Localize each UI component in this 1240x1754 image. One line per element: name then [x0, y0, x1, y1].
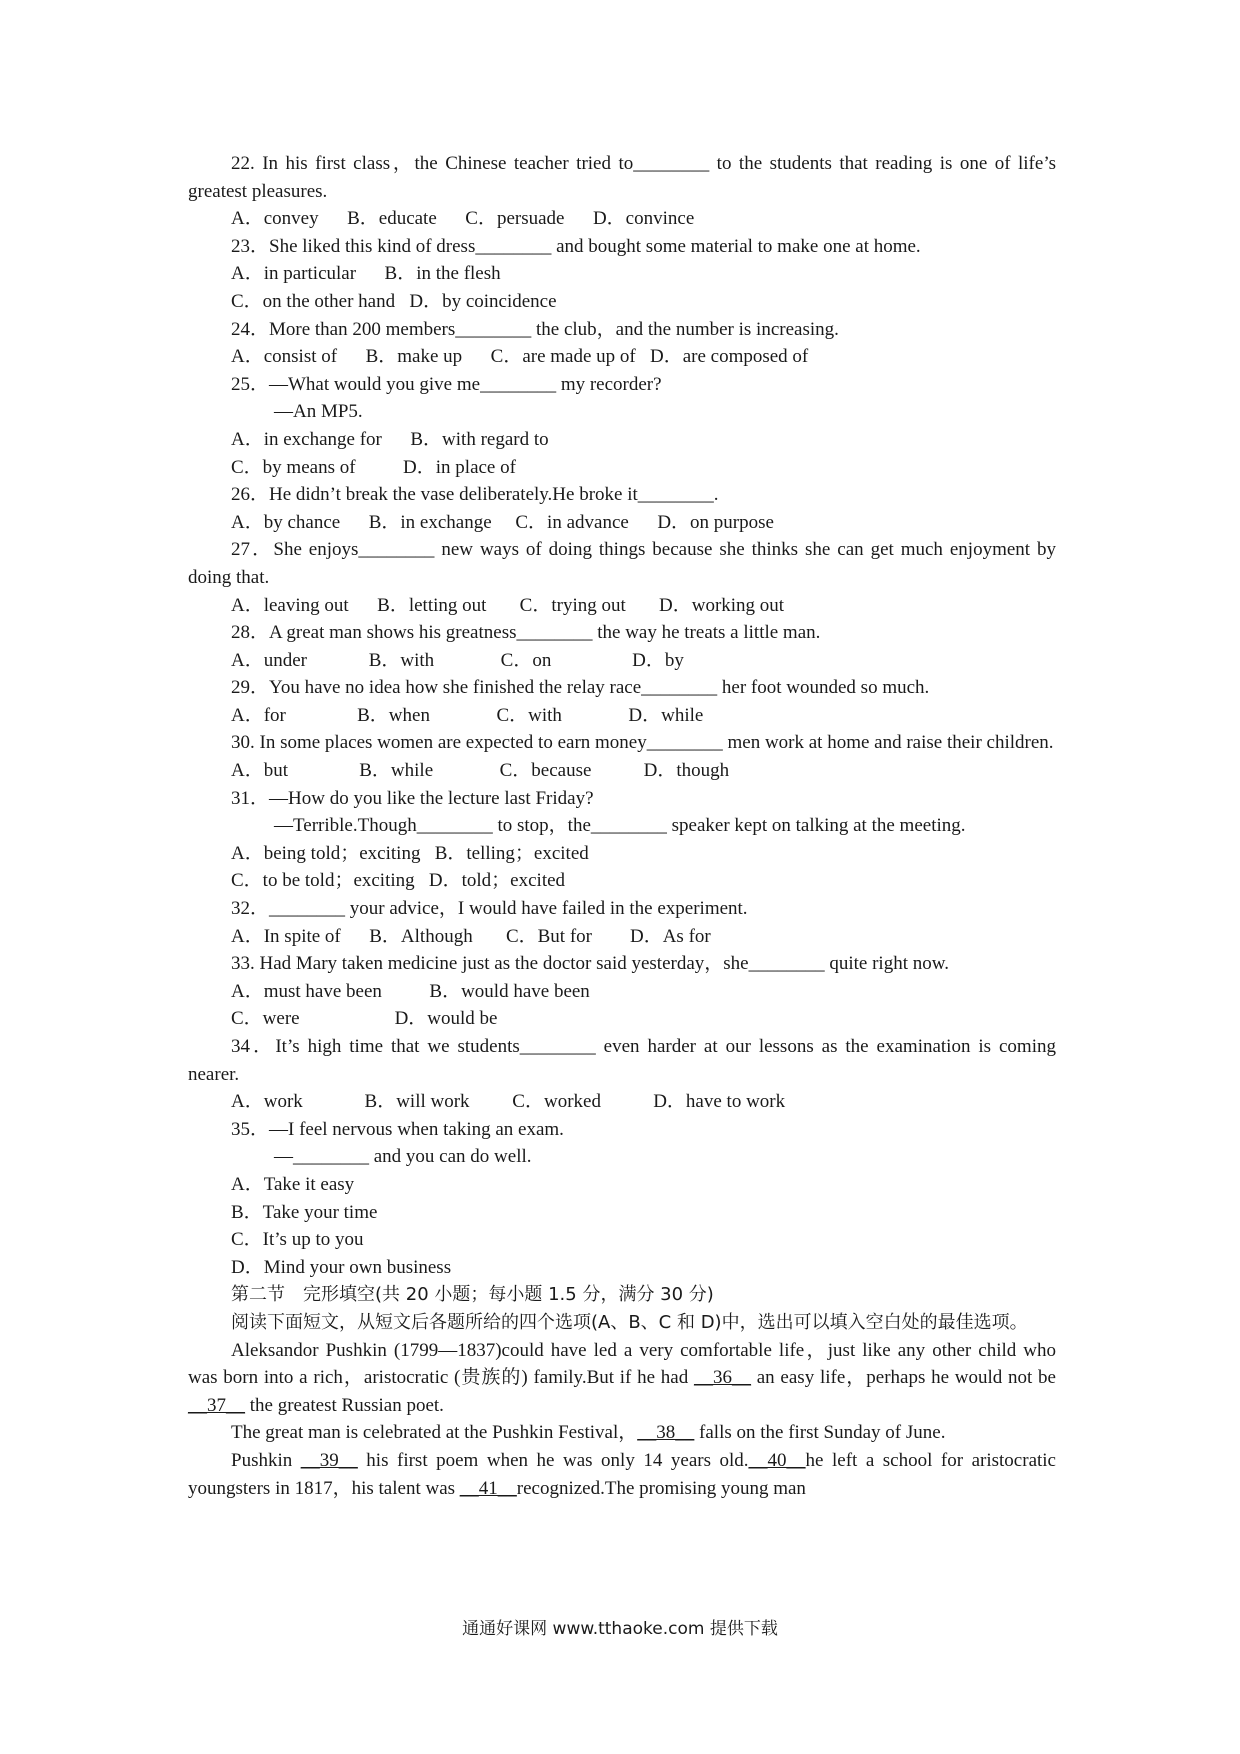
passage-text: an easy life，perhaps he would not be	[751, 1367, 1056, 1389]
question-28-stem: 28．A great man shows his greatness________ the way he treats a little man.	[231, 622, 821, 644]
question-31-reply: —Terrible.Though________ to stop，the________ speaker kept on talking at the meeting.	[274, 815, 966, 837]
question-27-options: A．leaving out B．letting out C．trying out D．working out	[231, 594, 785, 616]
passage-paragraph-2	[188, 1419, 1056, 1447]
blank-41: __41__	[459, 1477, 517, 1499]
question-35-option-d: D．Mind your own business	[231, 1256, 452, 1278]
question-22-options: A．convey B．educate C．persuade D．convince	[231, 208, 695, 230]
question-30-stem: 30. In some places women are expected to earn money________ men work at home and raise their children.	[231, 732, 1054, 754]
document-page	[188, 150, 1056, 1502]
passage-text: Aleksandor Pushkin (1799—1837)could have led a very comfortable life，just like any other child who was born into a rich，aristocratic (贵族的) family.But if he had	[188, 1339, 1056, 1389]
question-23-options-row1: A．in particular B．in the flesh	[231, 263, 501, 285]
blank-38: __38__	[637, 1422, 695, 1444]
question-32-stem: 32．________ your advice，I would have failed in the experiment.	[231, 898, 748, 920]
passage-text: the greatest Russian poet.	[245, 1394, 444, 1416]
section-2-heading: 第二节 完形填空(共 20 小题；每小题 1.5 分，满分 30 分)	[231, 1284, 714, 1306]
question-35-reply: —________ and you can do well.	[274, 1146, 532, 1168]
question-35-option-b: B．Take your time	[231, 1201, 378, 1223]
question-31-stem: 31．—How do you like the lecture last Friday?	[231, 787, 594, 809]
passage-text: Pushkin	[231, 1449, 301, 1471]
question-33-stem: 33. Had Mary taken medicine just as the doctor said yesterday，she________ quite right now.	[231, 953, 949, 975]
page-footer: 通通好课网 www.tthaoke.com 提供下载	[462, 1619, 778, 1639]
question-32-options: A．In spite of B．Although C．But for D．As for	[231, 925, 711, 947]
question-25-stem: 25．—What would you give me________ my recorder?	[231, 373, 662, 395]
question-25-reply: —An MP5.	[274, 401, 363, 423]
question-24-stem: 24．More than 200 members________ the club，and the number is increasing.	[231, 318, 839, 340]
blank-36: __36__	[694, 1367, 751, 1389]
question-35-stem: 35．—I feel nervous when taking an exam.	[231, 1118, 564, 1140]
question-35-option-a: A．Take it easy	[231, 1173, 355, 1195]
question-33-options-row2: C．were D．would be	[231, 1008, 498, 1030]
question-29-options: A．for B．when C．with D．while	[231, 704, 704, 726]
question-34-options: A．work B．will work C．worked D．have to work	[231, 1091, 786, 1113]
passage-text: falls on the first Sunday of June.	[694, 1422, 946, 1444]
passage-text: recognized.The promising young man	[516, 1477, 806, 1499]
question-29-stem: 29．You have no idea how she finished the relay race________ her foot wounded so much.	[231, 677, 930, 699]
question-26-options: A．by chance B．in exchange C．in advance D．on purpose	[231, 511, 774, 533]
passage-text: he left a school for aristocratic youngsters in 1817，his talent was	[188, 1449, 1056, 1499]
question-31-options-row1: A．being told；exciting B．telling；excited	[231, 842, 589, 864]
question-35-option-c: C．It’s up to you	[231, 1229, 364, 1251]
question-22-stem: 22. In his first class，the Chinese teacher tried to________ to the students that reading is one of life’s greatest pleasures.	[188, 153, 1056, 202]
question-26-stem: 26．He didn’t break the vase deliberately.He broke it________.	[231, 484, 719, 506]
passage-text: his first poem when he was only 14 years old.	[357, 1449, 749, 1471]
blank-37: __37__	[188, 1394, 245, 1416]
passage-paragraph-1	[188, 1337, 1056, 1420]
question-23-stem: 23．She liked this kind of dress________ and bought some material to make one at home.	[231, 235, 921, 257]
question-23-options-row2: C．on the other hand D．by coincidence	[231, 290, 557, 312]
question-33-options-row1: A．must have been B．would have been	[231, 980, 590, 1002]
question-24-options: A．consist of B．make up C．are made up of D．are composed of	[231, 346, 809, 368]
question-27-stem: 27．She enjoys________ new ways of doing things because she thinks she can get much enjoyment by doing that.	[188, 539, 1056, 588]
question-25-options-row2: C．by means of D．in place of	[231, 456, 516, 478]
section-2-instruction: 阅读下面短文，从短文后各题所给的四个选项(A、B、C 和 D)中，选出可以填入空白处的最佳选项。	[231, 1311, 1028, 1333]
question-34-stem: 34．It’s high time that we students________ even harder at our lessons as the examination is coming nearer.	[188, 1036, 1056, 1085]
passage-paragraph-3	[188, 1447, 1056, 1502]
question-30-options: A．but B．while C．because D．though	[231, 760, 730, 782]
question-31-options-row2: C．to be told；exciting D．told；excited	[231, 870, 566, 892]
question-28-options: A．under B．with C．on D．by	[231, 649, 684, 671]
question-25-options-row1: A．in exchange for B．with regard to	[231, 428, 549, 450]
blank-39: __39__	[300, 1449, 358, 1471]
passage-text: The great man is celebrated at the Pushkin Festival，	[231, 1422, 638, 1444]
blank-40: __40__	[748, 1449, 806, 1471]
